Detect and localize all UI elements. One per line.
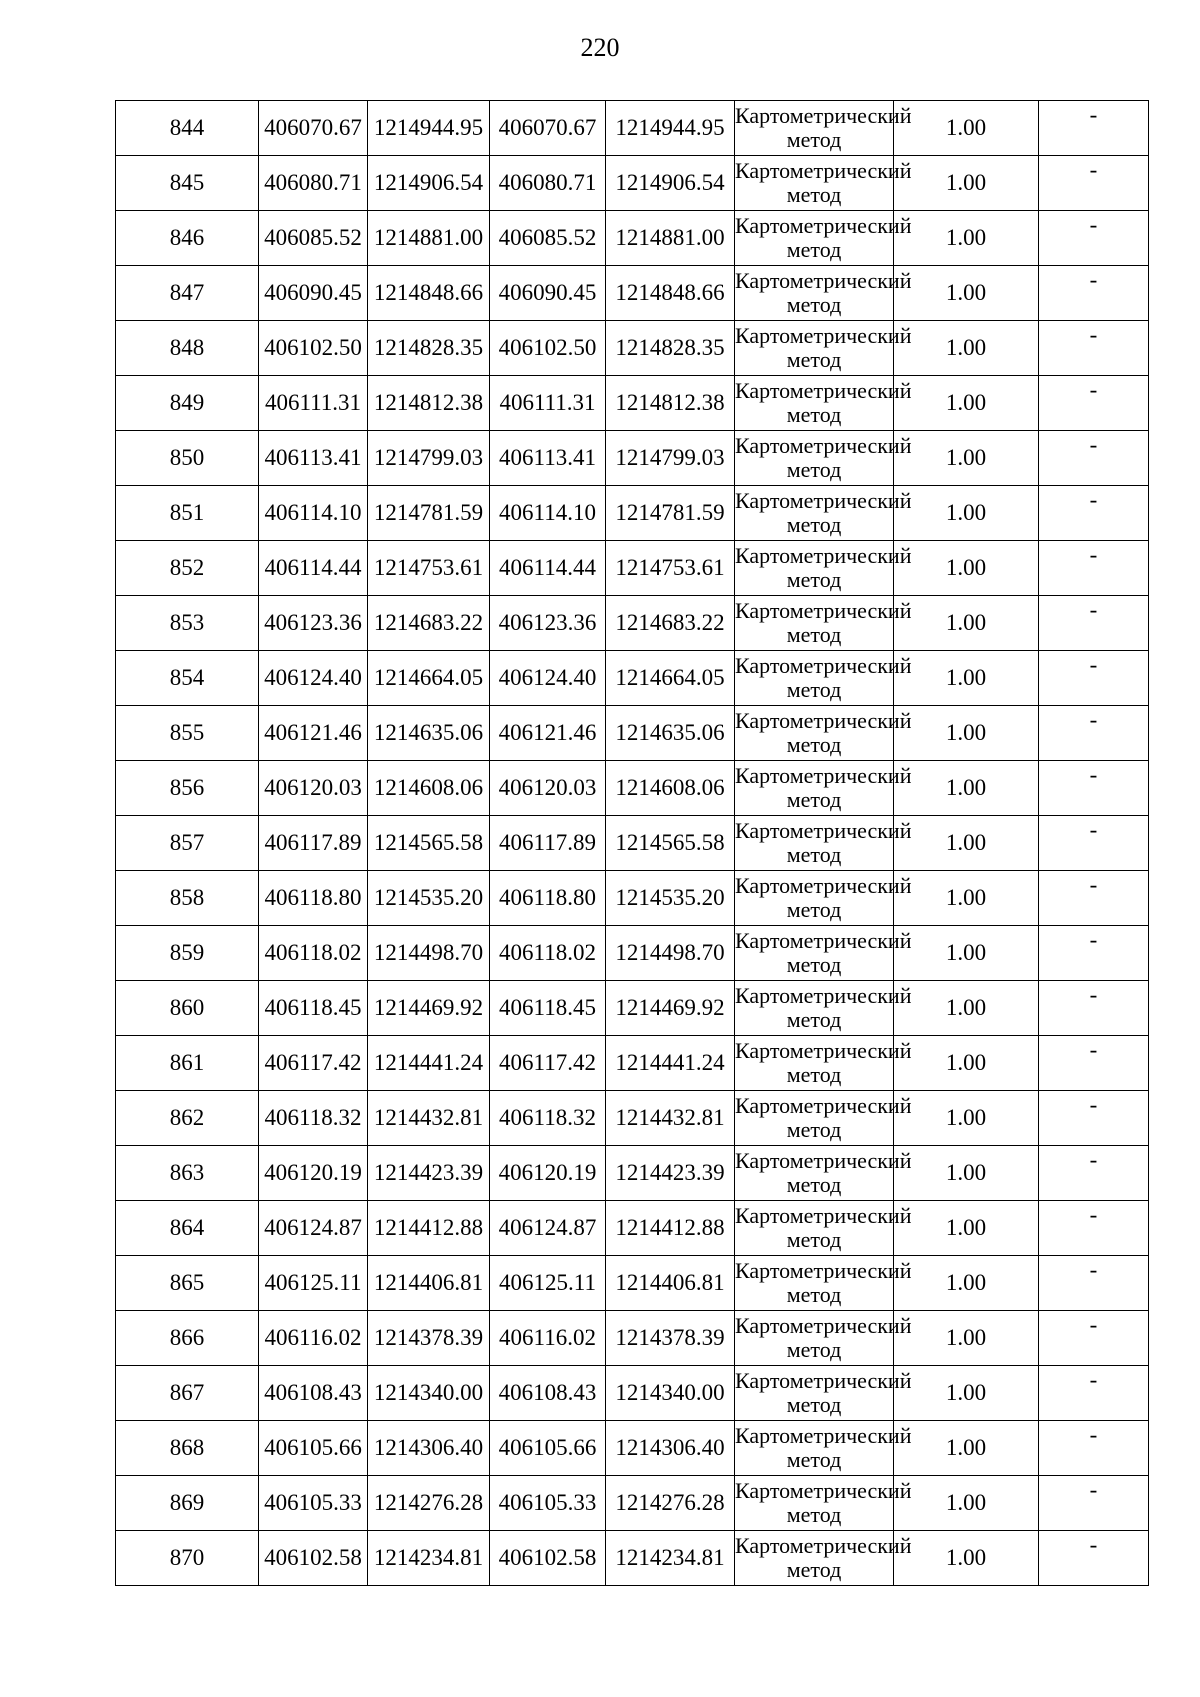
x-coordinate-cell: 406117.42: [259, 1036, 368, 1091]
y-coordinate-repeat-cell: 1214340.00: [606, 1366, 735, 1421]
y-coordinate-cell: 1214799.03: [368, 431, 490, 486]
x-coordinate-cell: 406124.87: [259, 1201, 368, 1256]
y-coordinate-repeat-cell: 1214469.92: [606, 981, 735, 1036]
x-coordinate-cell: 406118.80: [259, 871, 368, 926]
y-coordinate-cell: 1214432.81: [368, 1091, 490, 1146]
y-coordinate-cell: 1214906.54: [368, 156, 490, 211]
accuracy-cell: 1.00: [894, 981, 1039, 1036]
method-cell: Картометрический метод: [735, 1256, 894, 1311]
method-cell: Картометрический метод: [735, 651, 894, 706]
note-cell: -: [1039, 1366, 1149, 1421]
accuracy-cell: 1.00: [894, 1036, 1039, 1091]
y-coordinate-repeat-cell: 1214378.39: [606, 1311, 735, 1366]
point-number-cell: 859: [116, 926, 259, 981]
method-cell: Картометрический метод: [735, 486, 894, 541]
x-coordinate-repeat-cell: 406118.32: [490, 1091, 606, 1146]
note-cell: -: [1039, 816, 1149, 871]
table-row: [116, 1146, 1149, 1201]
method-cell: Картометрический метод: [735, 871, 894, 926]
table-row: [116, 486, 1149, 541]
note-cell: -: [1039, 1256, 1149, 1311]
accuracy-cell: 1.00: [894, 156, 1039, 211]
y-coordinate-cell: 1214412.88: [368, 1201, 490, 1256]
x-coordinate-repeat-cell: 406090.45: [490, 266, 606, 321]
point-number-cell: 862: [116, 1091, 259, 1146]
note-cell: -: [1039, 1311, 1149, 1366]
table-row: [116, 321, 1149, 376]
y-coordinate-repeat-cell: 1214828.35: [606, 321, 735, 376]
y-coordinate-cell: 1214781.59: [368, 486, 490, 541]
table-row: [116, 1036, 1149, 1091]
y-coordinate-cell: 1214608.06: [368, 761, 490, 816]
y-coordinate-cell: 1214753.61: [368, 541, 490, 596]
x-coordinate-repeat-cell: 406120.19: [490, 1146, 606, 1201]
table-row: [116, 1421, 1149, 1476]
method-cell: Картометрический метод: [735, 541, 894, 596]
table-row: [116, 1476, 1149, 1531]
point-number-cell: 857: [116, 816, 259, 871]
x-coordinate-repeat-cell: 406102.50: [490, 321, 606, 376]
y-coordinate-repeat-cell: 1214608.06: [606, 761, 735, 816]
accuracy-cell: 1.00: [894, 706, 1039, 761]
y-coordinate-repeat-cell: 1214781.59: [606, 486, 735, 541]
y-coordinate-cell: 1214683.22: [368, 596, 490, 651]
point-number-cell: 864: [116, 1201, 259, 1256]
method-cell: Картометрический метод: [735, 1366, 894, 1421]
note-cell: -: [1039, 706, 1149, 761]
x-coordinate-repeat-cell: 406105.66: [490, 1421, 606, 1476]
point-number-cell: 867: [116, 1366, 259, 1421]
x-coordinate-cell: 406121.46: [259, 706, 368, 761]
y-coordinate-cell: 1214441.24: [368, 1036, 490, 1091]
table-row: [116, 101, 1149, 156]
method-cell: Картометрический метод: [735, 1146, 894, 1201]
y-coordinate-cell: 1214234.81: [368, 1531, 490, 1586]
x-coordinate-cell: 406105.33: [259, 1476, 368, 1531]
point-number-cell: 847: [116, 266, 259, 321]
note-cell: -: [1039, 211, 1149, 266]
table-row: [116, 816, 1149, 871]
table-row: [116, 541, 1149, 596]
x-coordinate-cell: 406124.40: [259, 651, 368, 706]
point-number-cell: 865: [116, 1256, 259, 1311]
table-row: [116, 1311, 1149, 1366]
x-coordinate-cell: 406113.41: [259, 431, 368, 486]
table-row: [116, 1366, 1149, 1421]
y-coordinate-repeat-cell: 1214498.70: [606, 926, 735, 981]
accuracy-cell: 1.00: [894, 816, 1039, 871]
x-coordinate-repeat-cell: 406108.43: [490, 1366, 606, 1421]
method-cell: Картометрический метод: [735, 981, 894, 1036]
table-row: [116, 1531, 1149, 1586]
y-coordinate-repeat-cell: 1214306.40: [606, 1421, 735, 1476]
x-coordinate-cell: 406116.02: [259, 1311, 368, 1366]
table-row: [116, 871, 1149, 926]
point-number-cell: 868: [116, 1421, 259, 1476]
y-coordinate-cell: 1214944.95: [368, 101, 490, 156]
table-row: [116, 926, 1149, 981]
y-coordinate-cell: 1214306.40: [368, 1421, 490, 1476]
y-coordinate-repeat-cell: 1214683.22: [606, 596, 735, 651]
note-cell: -: [1039, 1091, 1149, 1146]
point-number-cell: 855: [116, 706, 259, 761]
note-cell: -: [1039, 156, 1149, 211]
accuracy-cell: 1.00: [894, 101, 1039, 156]
x-coordinate-cell: 406111.31: [259, 376, 368, 431]
table-row: [116, 706, 1149, 761]
point-number-cell: 870: [116, 1531, 259, 1586]
x-coordinate-cell: 406102.58: [259, 1531, 368, 1586]
note-cell: -: [1039, 651, 1149, 706]
accuracy-cell: 1.00: [894, 1531, 1039, 1586]
x-coordinate-cell: 406114.10: [259, 486, 368, 541]
y-coordinate-repeat-cell: 1214432.81: [606, 1091, 735, 1146]
point-number-cell: 861: [116, 1036, 259, 1091]
method-cell: Картометрический метод: [735, 1531, 894, 1586]
accuracy-cell: 1.00: [894, 651, 1039, 706]
method-cell: Картометрический метод: [735, 1091, 894, 1146]
y-coordinate-repeat-cell: 1214412.88: [606, 1201, 735, 1256]
note-cell: -: [1039, 1201, 1149, 1256]
point-number-cell: 851: [116, 486, 259, 541]
point-number-cell: 860: [116, 981, 259, 1036]
x-coordinate-repeat-cell: 406113.41: [490, 431, 606, 486]
x-coordinate-cell: 406114.44: [259, 541, 368, 596]
table-row: [116, 1256, 1149, 1311]
x-coordinate-repeat-cell: 406085.52: [490, 211, 606, 266]
accuracy-cell: 1.00: [894, 1311, 1039, 1366]
note-cell: -: [1039, 376, 1149, 431]
x-coordinate-cell: 406120.03: [259, 761, 368, 816]
x-coordinate-cell: 406105.66: [259, 1421, 368, 1476]
table-row: [116, 1201, 1149, 1256]
x-coordinate-repeat-cell: 406116.02: [490, 1311, 606, 1366]
note-cell: -: [1039, 1476, 1149, 1531]
point-number-cell: 844: [116, 101, 259, 156]
accuracy-cell: 1.00: [894, 1201, 1039, 1256]
table-row: [116, 376, 1149, 431]
y-coordinate-cell: 1214828.35: [368, 321, 490, 376]
x-coordinate-cell: 406118.32: [259, 1091, 368, 1146]
coordinates-table: [115, 100, 1149, 1586]
accuracy-cell: 1.00: [894, 926, 1039, 981]
y-coordinate-cell: 1214812.38: [368, 376, 490, 431]
x-coordinate-cell: 406070.67: [259, 101, 368, 156]
method-cell: Картометрический метод: [735, 706, 894, 761]
accuracy-cell: 1.00: [894, 486, 1039, 541]
y-coordinate-cell: 1214881.00: [368, 211, 490, 266]
point-number-cell: 866: [116, 1311, 259, 1366]
note-cell: -: [1039, 761, 1149, 816]
y-coordinate-repeat-cell: 1214906.54: [606, 156, 735, 211]
note-cell: -: [1039, 541, 1149, 596]
y-coordinate-cell: 1214535.20: [368, 871, 490, 926]
x-coordinate-repeat-cell: 406117.89: [490, 816, 606, 871]
x-coordinate-repeat-cell: 406124.87: [490, 1201, 606, 1256]
x-coordinate-repeat-cell: 406102.58: [490, 1531, 606, 1586]
point-number-cell: 853: [116, 596, 259, 651]
x-coordinate-cell: 406102.50: [259, 321, 368, 376]
accuracy-cell: 1.00: [894, 1421, 1039, 1476]
y-coordinate-cell: 1214469.92: [368, 981, 490, 1036]
y-coordinate-repeat-cell: 1214881.00: [606, 211, 735, 266]
note-cell: -: [1039, 431, 1149, 486]
y-coordinate-cell: 1214635.06: [368, 706, 490, 761]
x-coordinate-cell: 406118.45: [259, 981, 368, 1036]
y-coordinate-cell: 1214340.00: [368, 1366, 490, 1421]
note-cell: -: [1039, 926, 1149, 981]
note-cell: -: [1039, 1421, 1149, 1476]
coordinates-table-body: [116, 101, 1149, 1586]
note-cell: -: [1039, 266, 1149, 321]
method-cell: Картометрический метод: [735, 1421, 894, 1476]
table-row: [116, 651, 1149, 706]
method-cell: Картометрический метод: [735, 596, 894, 651]
x-coordinate-repeat-cell: 406118.45: [490, 981, 606, 1036]
note-cell: -: [1039, 1531, 1149, 1586]
x-coordinate-repeat-cell: 406080.71: [490, 156, 606, 211]
x-coordinate-cell: 406118.02: [259, 926, 368, 981]
table-row: [116, 431, 1149, 486]
y-coordinate-repeat-cell: 1214441.24: [606, 1036, 735, 1091]
point-number-cell: 849: [116, 376, 259, 431]
table-row: [116, 266, 1149, 321]
x-coordinate-repeat-cell: 406118.02: [490, 926, 606, 981]
point-number-cell: 869: [116, 1476, 259, 1531]
accuracy-cell: 1.00: [894, 1091, 1039, 1146]
x-coordinate-repeat-cell: 406070.67: [490, 101, 606, 156]
y-coordinate-cell: 1214848.66: [368, 266, 490, 321]
point-number-cell: 863: [116, 1146, 259, 1201]
y-coordinate-cell: 1214498.70: [368, 926, 490, 981]
y-coordinate-cell: 1214565.58: [368, 816, 490, 871]
table-row: [116, 596, 1149, 651]
table-row: [116, 211, 1149, 266]
y-coordinate-cell: 1214406.81: [368, 1256, 490, 1311]
method-cell: Картометрический метод: [735, 156, 894, 211]
x-coordinate-repeat-cell: 406125.11: [490, 1256, 606, 1311]
y-coordinate-repeat-cell: 1214276.28: [606, 1476, 735, 1531]
point-number-cell: 845: [116, 156, 259, 211]
note-cell: -: [1039, 981, 1149, 1036]
y-coordinate-repeat-cell: 1214406.81: [606, 1256, 735, 1311]
accuracy-cell: 1.00: [894, 1476, 1039, 1531]
method-cell: Картометрический метод: [735, 376, 894, 431]
y-coordinate-cell: 1214378.39: [368, 1311, 490, 1366]
method-cell: Картометрический метод: [735, 761, 894, 816]
accuracy-cell: 1.00: [894, 431, 1039, 486]
point-number-cell: 856: [116, 761, 259, 816]
x-coordinate-cell: 406123.36: [259, 596, 368, 651]
x-coordinate-repeat-cell: 406105.33: [490, 1476, 606, 1531]
x-coordinate-cell: 406117.89: [259, 816, 368, 871]
method-cell: Картометрический метод: [735, 926, 894, 981]
note-cell: -: [1039, 486, 1149, 541]
x-coordinate-repeat-cell: 406114.44: [490, 541, 606, 596]
y-coordinate-cell: 1214664.05: [368, 651, 490, 706]
method-cell: Картометрический метод: [735, 1201, 894, 1256]
method-cell: Картометрический метод: [735, 211, 894, 266]
x-coordinate-repeat-cell: 406111.31: [490, 376, 606, 431]
y-coordinate-repeat-cell: 1214535.20: [606, 871, 735, 926]
note-cell: -: [1039, 1036, 1149, 1091]
table-row: [116, 156, 1149, 211]
accuracy-cell: 1.00: [894, 1256, 1039, 1311]
x-coordinate-cell: 406080.71: [259, 156, 368, 211]
y-coordinate-repeat-cell: 1214635.06: [606, 706, 735, 761]
y-coordinate-repeat-cell: 1214944.95: [606, 101, 735, 156]
accuracy-cell: 1.00: [894, 266, 1039, 321]
y-coordinate-repeat-cell: 1214848.66: [606, 266, 735, 321]
x-coordinate-repeat-cell: 406120.03: [490, 761, 606, 816]
accuracy-cell: 1.00: [894, 871, 1039, 926]
point-number-cell: 846: [116, 211, 259, 266]
y-coordinate-repeat-cell: 1214753.61: [606, 541, 735, 596]
method-cell: Картометрический метод: [735, 1476, 894, 1531]
y-coordinate-repeat-cell: 1214234.81: [606, 1531, 735, 1586]
x-coordinate-cell: 406085.52: [259, 211, 368, 266]
y-coordinate-cell: 1214276.28: [368, 1476, 490, 1531]
method-cell: Картометрический метод: [735, 431, 894, 486]
note-cell: -: [1039, 101, 1149, 156]
x-coordinate-cell: 406108.43: [259, 1366, 368, 1421]
note-cell: -: [1039, 871, 1149, 926]
y-coordinate-repeat-cell: 1214664.05: [606, 651, 735, 706]
accuracy-cell: 1.00: [894, 211, 1039, 266]
method-cell: Картометрический метод: [735, 1311, 894, 1366]
accuracy-cell: 1.00: [894, 1146, 1039, 1201]
method-cell: Картометрический метод: [735, 816, 894, 871]
y-coordinate-cell: 1214423.39: [368, 1146, 490, 1201]
accuracy-cell: 1.00: [894, 761, 1039, 816]
y-coordinate-repeat-cell: 1214812.38: [606, 376, 735, 431]
accuracy-cell: 1.00: [894, 376, 1039, 431]
method-cell: Картометрический метод: [735, 101, 894, 156]
point-number-cell: 858: [116, 871, 259, 926]
x-coordinate-repeat-cell: 406117.42: [490, 1036, 606, 1091]
note-cell: -: [1039, 321, 1149, 376]
accuracy-cell: 1.00: [894, 596, 1039, 651]
x-coordinate-cell: 406120.19: [259, 1146, 368, 1201]
y-coordinate-repeat-cell: 1214565.58: [606, 816, 735, 871]
method-cell: Картометрический метод: [735, 1036, 894, 1091]
point-number-cell: 848: [116, 321, 259, 376]
table-row: [116, 981, 1149, 1036]
method-cell: Картометрический метод: [735, 321, 894, 376]
point-number-cell: 852: [116, 541, 259, 596]
x-coordinate-repeat-cell: 406114.10: [490, 486, 606, 541]
y-coordinate-repeat-cell: 1214423.39: [606, 1146, 735, 1201]
table-row: [116, 1091, 1149, 1146]
page-number: 220: [580, 33, 620, 62]
point-number-cell: 854: [116, 651, 259, 706]
note-cell: -: [1039, 1146, 1149, 1201]
y-coordinate-repeat-cell: 1214799.03: [606, 431, 735, 486]
point-number-cell: 850: [116, 431, 259, 486]
x-coordinate-repeat-cell: 406118.80: [490, 871, 606, 926]
x-coordinate-cell: 406125.11: [259, 1256, 368, 1311]
x-coordinate-cell: 406090.45: [259, 266, 368, 321]
note-cell: -: [1039, 596, 1149, 651]
accuracy-cell: 1.00: [894, 321, 1039, 376]
x-coordinate-repeat-cell: 406124.40: [490, 651, 606, 706]
x-coordinate-repeat-cell: 406123.36: [490, 596, 606, 651]
table-row: [116, 761, 1149, 816]
x-coordinate-repeat-cell: 406121.46: [490, 706, 606, 761]
method-cell: Картометрический метод: [735, 266, 894, 321]
accuracy-cell: 1.00: [894, 541, 1039, 596]
accuracy-cell: 1.00: [894, 1366, 1039, 1421]
